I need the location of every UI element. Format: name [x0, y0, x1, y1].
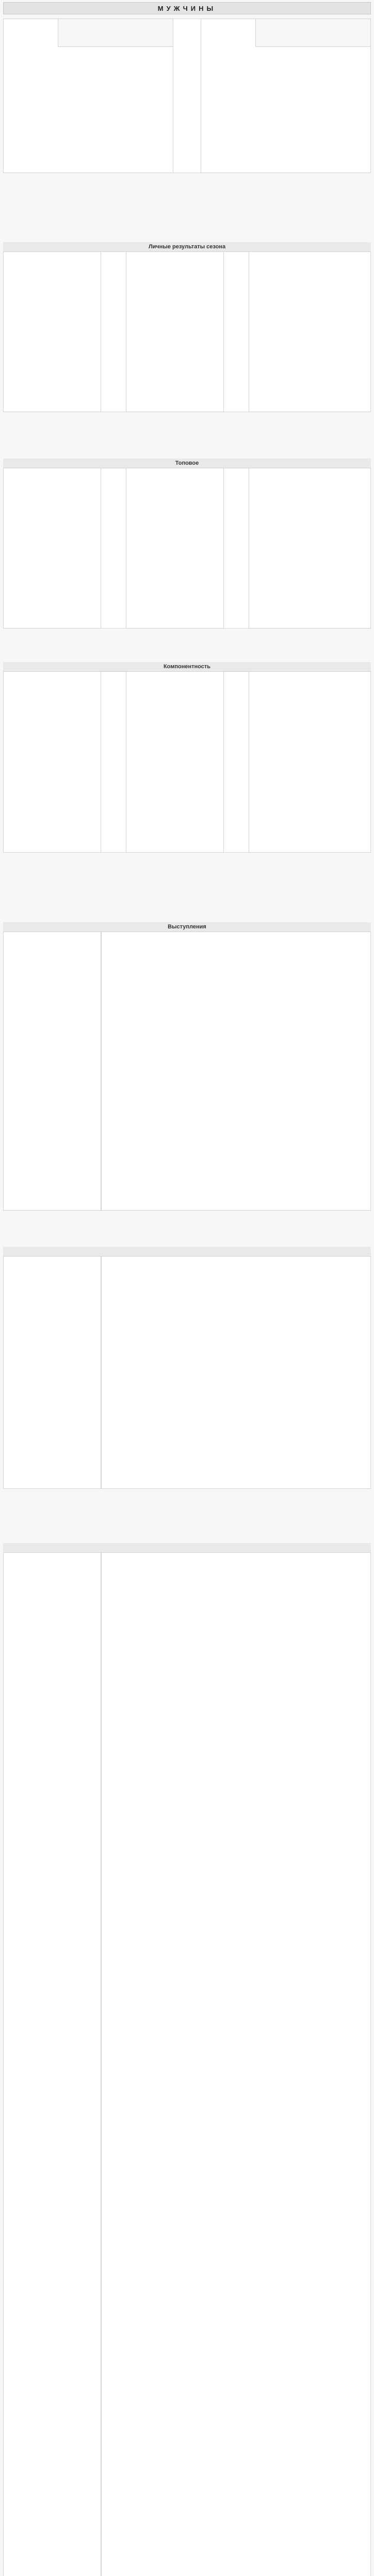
- top-detail-section: [3, 1247, 371, 1489]
- components-detail-section: [3, 1543, 371, 2576]
- personal-results-col-3: [249, 251, 371, 412]
- page-title: МУЖЧИНЫ: [3, 2, 371, 14]
- top-detail-matrix: [101, 1256, 371, 1489]
- top-title: Топовое: [3, 459, 371, 468]
- combined-title: Компонентность: [3, 662, 371, 672]
- left-header-block: [58, 19, 173, 47]
- top-detail-list: [3, 1256, 101, 1489]
- combined-section: [3, 662, 371, 853]
- components-detail-matrix: [101, 1552, 371, 2576]
- top-col-2: [126, 468, 224, 629]
- performances-title: Выступления: [3, 922, 371, 932]
- performances-left-list: [3, 931, 101, 1211]
- combined-col-2: [126, 671, 224, 853]
- personal-results-title: Личные результаты сезона: [3, 242, 371, 252]
- combined-col-3: [249, 671, 371, 853]
- right-header-block: [255, 19, 371, 47]
- top-section: [3, 459, 371, 629]
- top-detail-title: [3, 1247, 371, 1257]
- personal-results-col-2: [126, 251, 224, 412]
- personal-results-col-1: [3, 251, 101, 412]
- top-col-1: [3, 468, 101, 629]
- components-detail-list: [3, 1552, 101, 2576]
- combined-col-1: [3, 671, 101, 853]
- ranking-top-section: [3, 19, 371, 173]
- components-detail-title: [3, 1543, 371, 1553]
- performances-matrix: [101, 931, 371, 1211]
- top-col-3: [249, 468, 371, 629]
- performances-section: [3, 922, 371, 1211]
- personal-results-section: [3, 242, 371, 412]
